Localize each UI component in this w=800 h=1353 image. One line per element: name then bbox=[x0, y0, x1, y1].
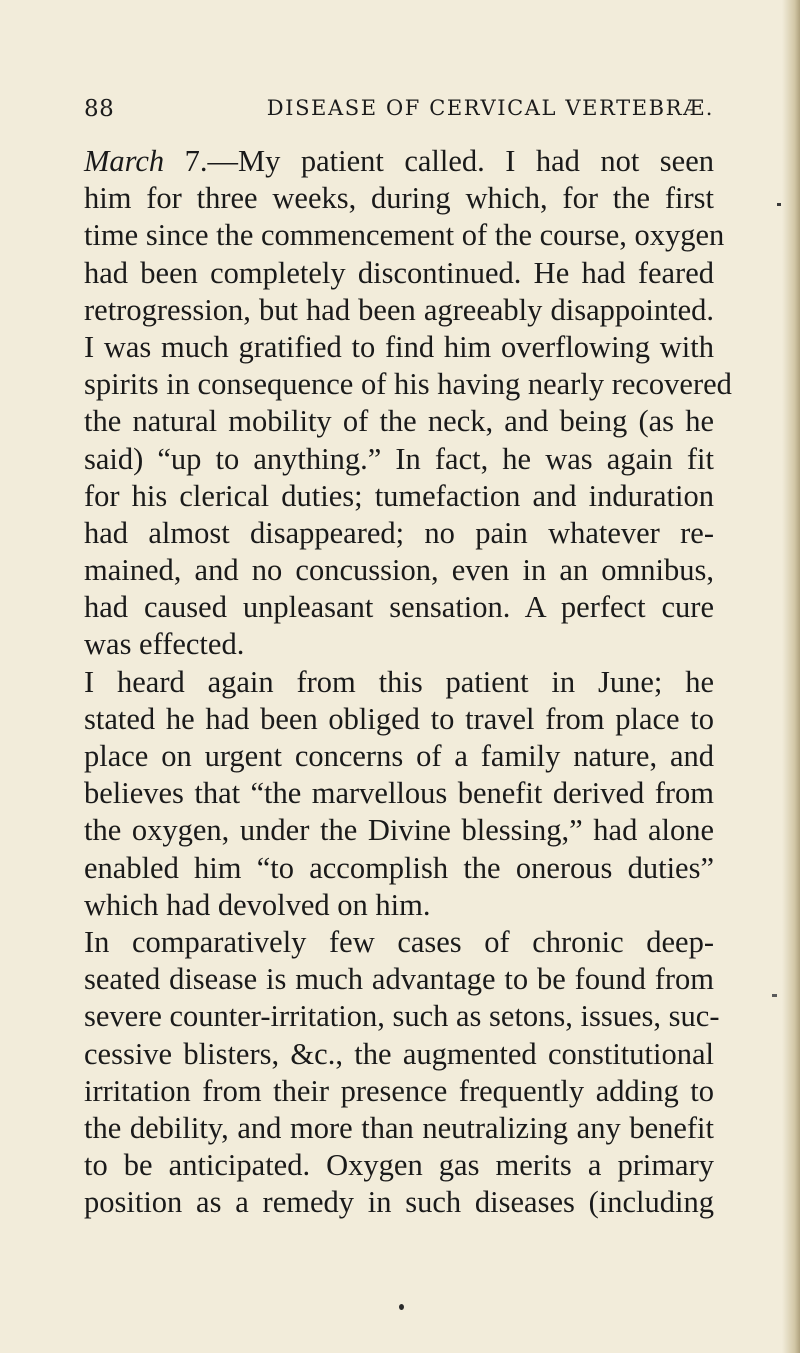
text-line: believes that “the marvellous benefit derived from bbox=[84, 776, 714, 811]
text-line: March 7.—My patient called. I had not seen bbox=[84, 144, 714, 178]
print-speck bbox=[777, 203, 781, 206]
print-speck bbox=[772, 994, 777, 997]
text-line: time since the commencement of the course, oxygen bbox=[84, 218, 725, 253]
text-line: had caused unpleasant sensation. A perfect cure bbox=[84, 590, 714, 625]
page-header bbox=[84, 96, 714, 126]
text-line: him for three weeks, during which, for the first bbox=[84, 181, 714, 216]
text-line: spirits in consequence of his having nearly recovered bbox=[84, 367, 732, 402]
text-line: retrogression, but had been agreeably disappointed. bbox=[84, 292, 714, 327]
text-line: I was much gratified to find him overflowing with bbox=[84, 329, 714, 364]
text-line: I heard again from this patient in June; he bbox=[84, 664, 714, 699]
text-line: had almost disappeared; no pain whatever re- bbox=[84, 515, 714, 550]
body-text bbox=[84, 143, 732, 1221]
text-line: the natural mobility of the neck, and being (as he bbox=[84, 404, 714, 439]
running-title: DISEASE OF CERVICAL VERTEBRÆ. bbox=[266, 96, 714, 120]
page-edge-shadow bbox=[782, 0, 800, 1353]
date-italic: March bbox=[84, 144, 165, 178]
text-line: the debility, and more than neutralizing any benefit bbox=[84, 1110, 714, 1145]
text-line: said) “up to anything.” In fact, he was again fit bbox=[84, 441, 714, 476]
text-line: In comparatively few cases of chronic deep- bbox=[84, 924, 714, 959]
text-line: position as a remedy in such diseases (including bbox=[84, 1185, 714, 1220]
text-line: severe counter-irritation, such as setons, issues, suc- bbox=[84, 999, 720, 1034]
text-line: the oxygen, under the Divine blessing,” had alone bbox=[84, 813, 714, 848]
text-line: was effected. bbox=[84, 627, 245, 662]
print-speck bbox=[399, 1304, 404, 1310]
text-line: seated disease is much advantage to be found from bbox=[84, 962, 714, 997]
text-line: place on urgent concerns of a family nature, and bbox=[84, 739, 714, 773]
text-line: enabled him “to accomplish the onerous duties” bbox=[84, 850, 714, 885]
text-line: mained, and no concussion, even in an omnibus, bbox=[84, 553, 714, 588]
page-number: 88 bbox=[84, 96, 115, 122]
text-line: had been completely discontinued. He had feared bbox=[84, 255, 714, 290]
text-line: irritation from their presence frequently adding to bbox=[84, 1073, 714, 1108]
text-line: cessive blisters, &c., the augmented constitutional bbox=[84, 1036, 714, 1071]
text-line: for his clerical duties; tumefaction and induration bbox=[84, 478, 714, 513]
text-line: which had devolved on him. bbox=[84, 887, 431, 922]
text-line: to be anticipated. Oxygen gas merits a primary bbox=[84, 1148, 714, 1183]
text-line: stated he had been obliged to travel from place to bbox=[84, 701, 714, 736]
